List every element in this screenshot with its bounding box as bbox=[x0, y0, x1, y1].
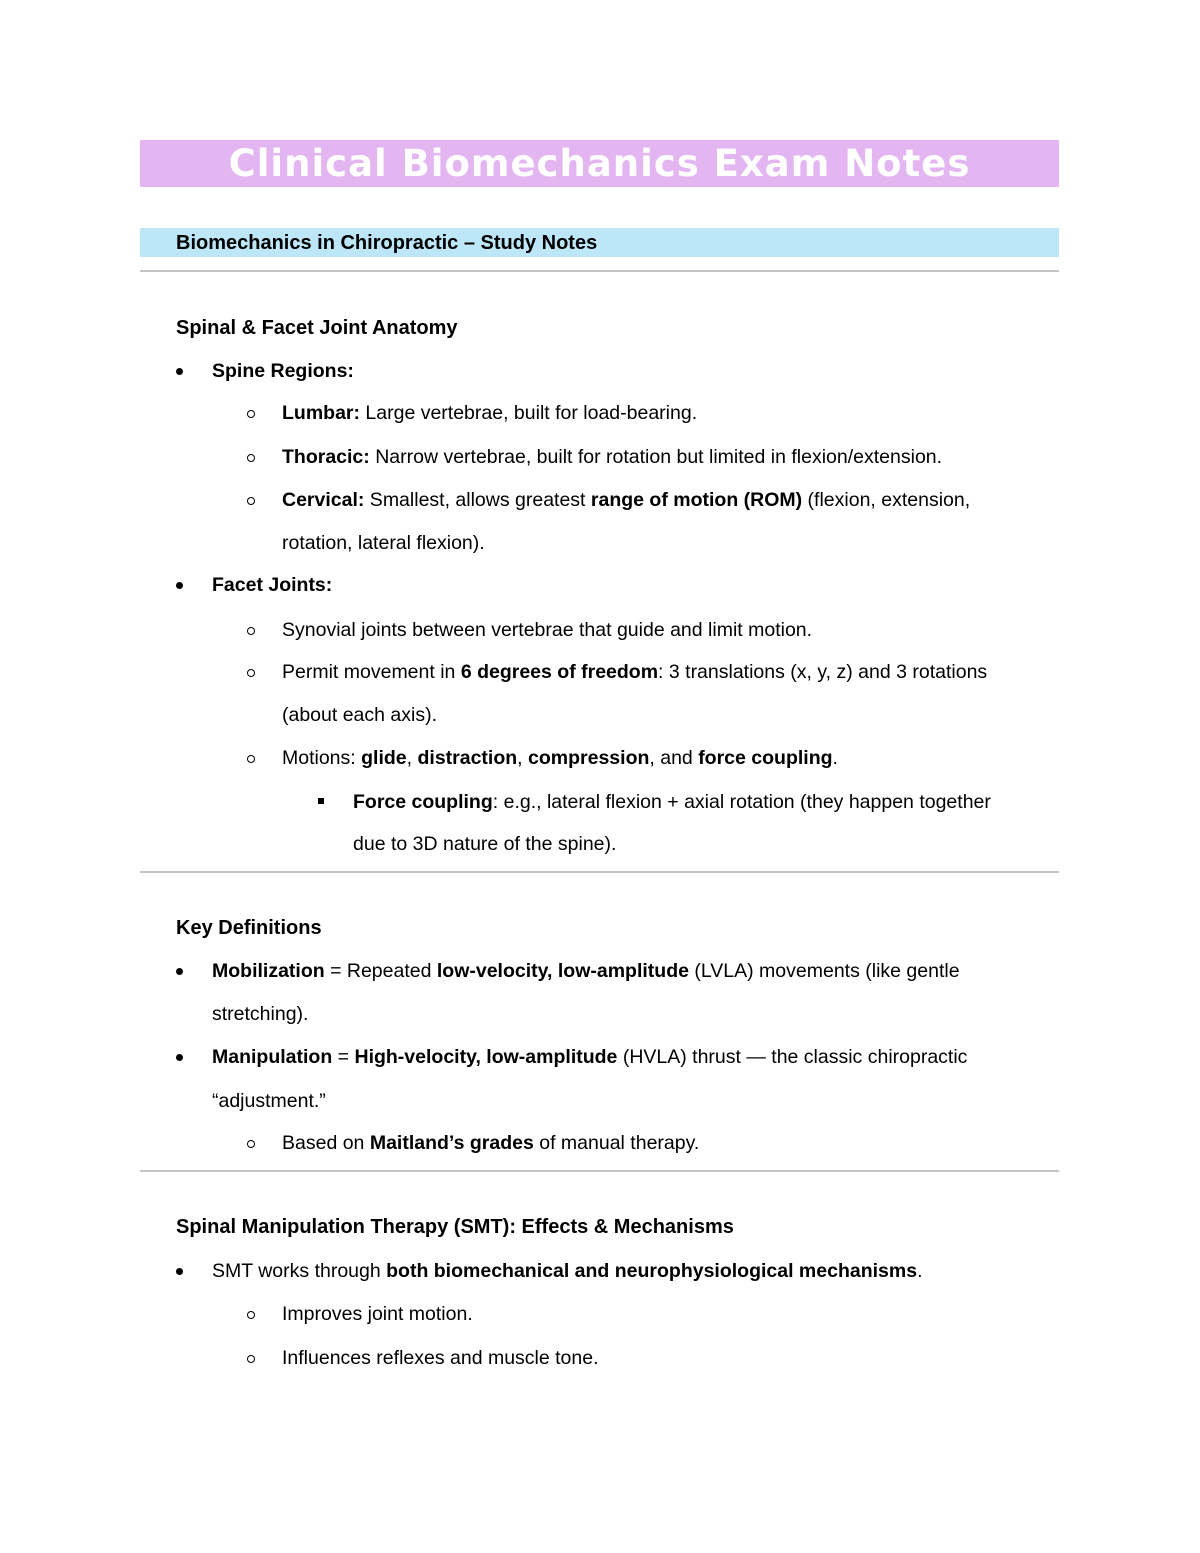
motion-compression: compression bbox=[528, 747, 650, 769]
bullet-disc-icon bbox=[176, 582, 183, 589]
term-thoracic: Thoracic: bbox=[282, 446, 370, 468]
desc-force-coupling: : e.g., lateral flexion + axial rotation (they happen together bbox=[492, 791, 991, 813]
maitland-bold: Maitland’s grades bbox=[369, 1132, 534, 1154]
bullet-circle-icon bbox=[247, 1311, 255, 1319]
list-item-manipulation-cont: “adjustment.” bbox=[212, 1090, 326, 1112]
mobilization-bold: low-velocity, low-amplitude bbox=[436, 960, 689, 982]
desc-cervical-bold: range of motion (ROM) bbox=[590, 489, 803, 511]
desc-lumbar: Large vertebrae, built for load-bearing. bbox=[360, 402, 698, 424]
list-item-force-coupling-cont: due to 3D nature of the spine). bbox=[353, 833, 617, 855]
spine-regions-label: Spine Regions: bbox=[212, 360, 354, 382]
bullet-circle-icon bbox=[247, 627, 255, 635]
section-heading-anatomy: Spinal & Facet Joint Anatomy bbox=[176, 317, 458, 339]
bullet-circle-icon bbox=[247, 497, 255, 505]
maitland-a: Based on bbox=[282, 1132, 370, 1154]
bullet-disc-icon bbox=[176, 968, 183, 975]
page-title: Clinical Biomechanics Exam Notes bbox=[228, 142, 971, 185]
sep-3: , and bbox=[649, 747, 699, 769]
term-cervical: Cervical: bbox=[282, 489, 365, 511]
bullet-disc-icon bbox=[176, 1054, 183, 1061]
list-item-facet-3 bbox=[282, 745, 838, 771]
facet-2-a: Permit movement in bbox=[282, 661, 461, 683]
list-item-cervical bbox=[282, 487, 970, 513]
list-item-facet-2-cont: (about each axis). bbox=[282, 704, 438, 726]
smt-1-b: . bbox=[917, 1260, 923, 1282]
page-subtitle: Biomechanics in Chiropractic – Study Notes bbox=[176, 232, 598, 254]
subtitle-band bbox=[140, 228, 1059, 257]
motion-force-coupling: force coupling bbox=[698, 747, 833, 769]
divider-1 bbox=[140, 270, 1059, 272]
bullet-square-icon bbox=[318, 798, 324, 804]
term-lumbar: Lumbar: bbox=[282, 402, 360, 424]
list-item-force-coupling bbox=[353, 789, 991, 815]
list-item-mobilization bbox=[212, 958, 960, 984]
smt-1-bold: both biomechanical and neurophysiological mechanisms bbox=[386, 1260, 918, 1282]
desc-thoracic: Narrow vertebrae, built for rotation but limited in flexion/extension. bbox=[369, 446, 943, 468]
list-item-smt-1 bbox=[212, 1258, 923, 1284]
maitland-b: of manual therapy. bbox=[533, 1132, 700, 1154]
list-item-mobilization-cont: stretching). bbox=[212, 1003, 309, 1025]
bullet-disc-icon bbox=[176, 368, 183, 375]
motion-distraction: distraction bbox=[417, 747, 518, 769]
desc-cervical-b: (flexion, extension, bbox=[802, 489, 971, 511]
list-item-thoracic bbox=[282, 444, 942, 470]
bullet-circle-icon bbox=[247, 755, 255, 763]
list-item-lumbar bbox=[282, 400, 697, 426]
sep-2: , bbox=[517, 747, 529, 769]
list-item-smt-2: Improves joint motion. bbox=[282, 1303, 473, 1325]
term-mobilization: Mobilization bbox=[212, 960, 325, 982]
title-banner bbox=[140, 140, 1059, 187]
desc-cervical-a: Smallest, allows greatest bbox=[364, 489, 591, 511]
manipulation-a: = bbox=[332, 1046, 355, 1068]
motion-glide: glide bbox=[361, 747, 407, 769]
list-item-maitland bbox=[282, 1130, 699, 1156]
bullet-circle-icon bbox=[247, 454, 255, 462]
mobilization-b: (LVLA) movements (like gentle bbox=[688, 960, 960, 982]
bullet-disc-icon bbox=[176, 1268, 183, 1275]
list-item-manipulation bbox=[212, 1044, 967, 1070]
smt-1-a: SMT works through bbox=[212, 1260, 387, 1282]
facet-2-bold: 6 degrees of freedom bbox=[460, 661, 659, 683]
manipulation-b: (HVLA) thrust — the classic chiropractic bbox=[617, 1046, 968, 1068]
divider-3 bbox=[140, 1170, 1059, 1172]
divider-2 bbox=[140, 871, 1059, 873]
facet-2-b: : 3 translations (x, y, z) and 3 rotations bbox=[658, 661, 988, 683]
list-item-cervical-cont: rotation, lateral flexion). bbox=[282, 532, 485, 554]
mobilization-a: = Repeated bbox=[324, 960, 437, 982]
bullet-circle-icon bbox=[247, 669, 255, 677]
section-heading-definitions: Key Definitions bbox=[176, 917, 322, 939]
list-item-facet-2 bbox=[282, 659, 987, 685]
term-force-coupling: Force coupling bbox=[353, 791, 493, 813]
facet-3-a: Motions: bbox=[282, 747, 362, 769]
facet-joints-label: Facet Joints: bbox=[212, 574, 333, 596]
sep-1: , bbox=[406, 747, 418, 769]
list-item-smt-3: Influences reflexes and muscle tone. bbox=[282, 1347, 599, 1369]
manipulation-bold: High-velocity, low-amplitude bbox=[354, 1046, 618, 1068]
section-heading-smt: Spinal Manipulation Therapy (SMT): Effects & Mechanisms bbox=[176, 1216, 734, 1238]
bullet-circle-icon bbox=[247, 1355, 255, 1363]
term-manipulation: Manipulation bbox=[212, 1046, 333, 1068]
sep-4: . bbox=[832, 747, 838, 769]
bullet-circle-icon bbox=[247, 1140, 255, 1148]
list-item-facet-1: Synovial joints between vertebrae that guide and limit motion. bbox=[282, 619, 813, 641]
bullet-circle-icon bbox=[247, 410, 255, 418]
